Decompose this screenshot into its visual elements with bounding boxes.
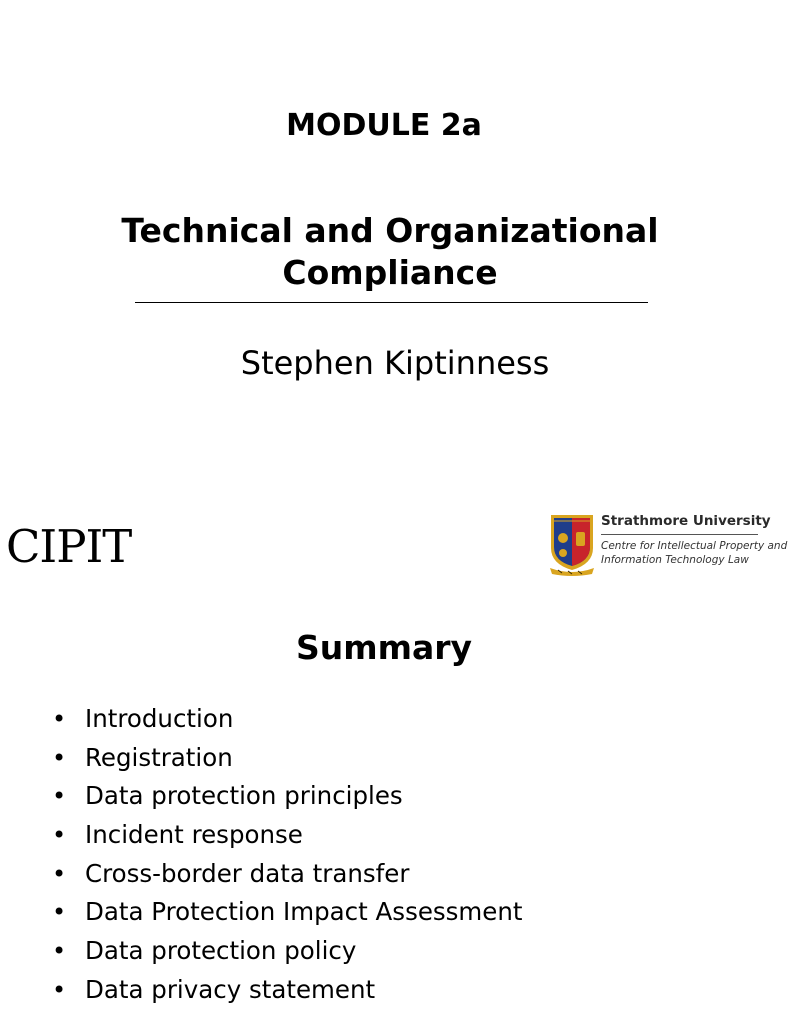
author-name: Stephen Kiptinness	[240, 344, 550, 382]
university-crest-icon	[548, 512, 596, 576]
list-item: • Introduction	[52, 700, 523, 739]
list-item: • Data protection policy	[52, 932, 523, 971]
cipit-logo: CIPIT	[6, 520, 132, 573]
slide-title: Technical and Organizational Compliance	[121, 211, 659, 292]
summary-list	[52, 700, 523, 1010]
university-name: Strathmore University	[601, 513, 771, 529]
centre-name-line-2: Information Technology Law	[601, 554, 749, 566]
centre-name-line-1: Centre for Intellectual Property and	[601, 540, 788, 552]
list-item: • Data Protection Impact Assessment	[52, 893, 523, 932]
logo-divider	[601, 534, 758, 535]
strathmore-logo	[548, 512, 788, 576]
list-item: • Cross-border data transfer	[52, 855, 523, 894]
summary-title: Summary	[295, 628, 473, 667]
centre-name	[601, 539, 787, 567]
list-item: • Incident response	[52, 816, 523, 855]
list-item: • Registration	[52, 739, 523, 778]
title-divider	[135, 302, 648, 303]
list-item: • Data protection principles	[52, 777, 523, 816]
module-title: MODULE 2a	[286, 108, 482, 143]
list-item: • Data privacy statement	[52, 971, 523, 1010]
